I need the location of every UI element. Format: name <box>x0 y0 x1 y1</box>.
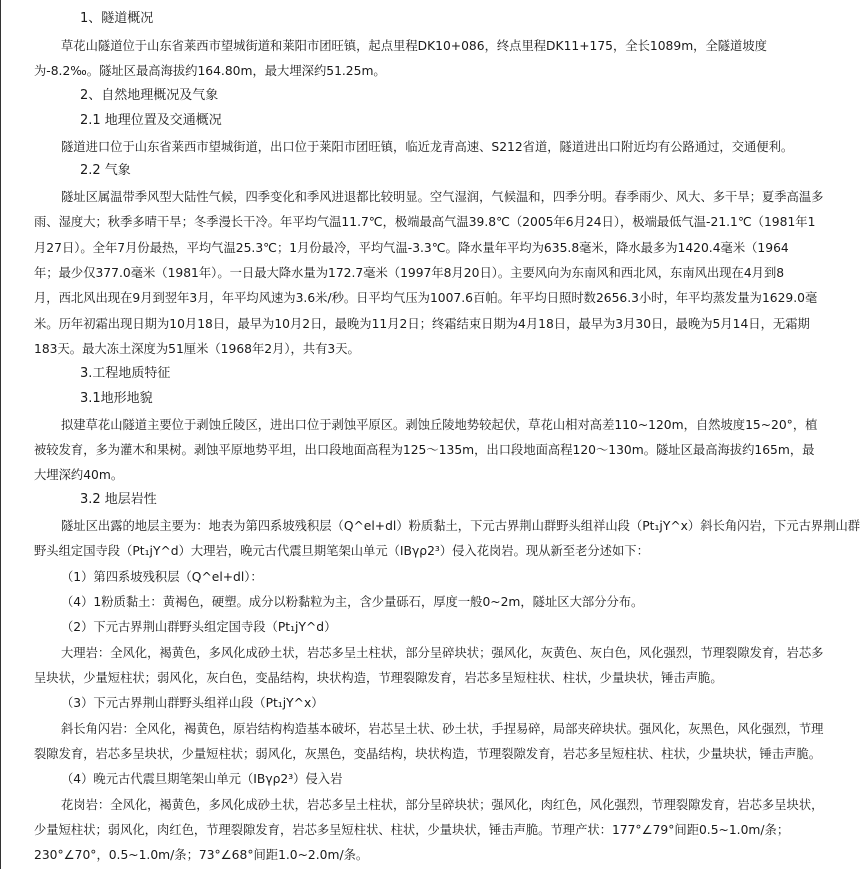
text-line: 大理岩：全风化，褐黄色，多风化成砂土状，岩芯多呈土柱状，部分呈碎块状；强风化，灰黄色、灰白色，风化强烈，节理裂隙发育，岩芯多 <box>61 646 824 660</box>
text-line: 斜长角闪岩：全风化，褐黄色，原岩结构构造基本破坏，岩芯呈土状、砂土状，手捏易碎，局部夹碎块状。强风化，灰黑色，风化强烈，节理 <box>61 722 824 736</box>
text-line: 花岗岩：全风化，褐黄色，多风化成砂土状，岩芯多呈土柱状，部分呈碎块状；强风化，肉红色，风化强烈，节理裂隙发育，岩芯多呈块状， <box>61 798 824 812</box>
text-line: 被较发育，多为灌木和果树。剥蚀平原地势平坦，出口段地面高程为125～135m，出口段地面高程120～130m。隧址区最高海拔约165m，最 <box>34 443 815 457</box>
text-line: 2、自然地理概况及气象 <box>80 88 219 103</box>
text-line: 呈块状，少量短柱状；弱风化，灰白色，变晶结构，块状构造，节理裂隙发育，岩芯多呈短柱状、柱状，少量块状，锤击声脆。 <box>34 671 723 685</box>
text-line: 雨、湿度大；秋季多晴干旱；冬季漫长干冷。年平均气温11.7℃，极端最高气温39.8℃（2005年6月24日），极端最低气温-21.1℃（1981年1 <box>34 215 816 229</box>
text-line: （1）第四系坡残积层（Q^el+dl）： <box>61 570 263 584</box>
text-line: （2）下元古界荆山群野头组定国寺段（Pt₁jY^d） <box>61 620 337 634</box>
text-line: 米。历年初霜出现日期为10月18日，最早为10月2日，最晚为11月2日；终霜结束日期为4月18日，最早为3月30日，最晚为5月14日，无霜期 <box>34 317 810 331</box>
text-line: 隧道进口位于山东省莱西市望城街道，出口位于莱阳市团旺镇，临近龙青高速、S212省道，隧道进出口附近均有公路通过，交通便利。 <box>61 140 794 154</box>
text-line: 隧址区属温带季风型大陆性气候，四季变化和季风进退都比较明显。空气湿润，气候温和，四季分明。春季雨少、风大、多干旱；夏季高温多 <box>61 190 824 204</box>
text-line: 183天。最大冻土深度为51厘米（1968年2月），共有3天。 <box>34 342 360 356</box>
text-line: 月，西北风出现在9月到翌年3月，年平均风速为3.6米/秒。日平均气压为1007.6百帕。年平均日照时数2656.3小时，年平均蒸发量为1629.0毫 <box>34 291 818 305</box>
text-line: 2.2 气象 <box>80 163 131 178</box>
text-line: 草花山隧道位于山东省莱西市望城街道和莱阳市团旺镇，起点里程DK10+086，终点里程DK11+175，全长1089m，全隧道坡度 <box>61 39 767 53</box>
text-line: （4）晚元古代震旦期笔架山单元（IBγρ2³）侵入岩 <box>61 772 343 786</box>
text-line: （4）1粉质黏土：黄褐色，硬塑。成分以粉黏粒为主，含少量砾石，厚度一般0~2m，隧址区大部分分布。 <box>61 595 644 609</box>
text-line: 3.工程地质特征 <box>80 366 171 381</box>
text-line: 3.1地形地貌 <box>80 391 153 406</box>
text-line: 为-8.2‰。隧址区最高海拔约164.80m，最大埋深约51.25m。 <box>34 64 386 78</box>
text-line: （3）下元古界荆山群野头组祥山段（Pt₁jY^x） <box>61 696 324 710</box>
text-line: 230°∠70°，0.5~1.0m/条；73°∠68°间距1.0~2.0m/条。 <box>34 848 369 862</box>
text-line: 拟建草花山隧道主要位于剥蚀丘陵区，进出口位于剥蚀平原区。剥蚀丘陵地势较起伏，草花山相对高差110~120m，自然坡度15~20°，植 <box>61 418 818 432</box>
text-line: 月27日）。全年7月份最热，平均气温25.3℃；1月份最冷，平均气温-3.3℃。降水量年平均为635.8毫米，降水最多为1420.4毫米（1964 <box>34 241 789 255</box>
text-line: 少量短柱状；弱风化，肉红色，节理裂隙发育，岩芯多呈短柱状、柱状，少量块状，锤击声脆。节理产状：177°∠79°间距0.5~1.0m/条； <box>34 823 790 837</box>
text-line: 野头组定国寺段（Pt₁jY^d）大理岩，晚元古代震旦期笔架山单元（IBγρ2³）侵入花岗岩。现从新至老分述如下： <box>34 544 649 558</box>
text-line: 裂隙发育，岩芯多呈块状，少量短柱状；弱风化，灰黑色，变晶结构，块状构造，节理裂隙发育，岩芯多呈短柱状、柱状，少量块状，锤击声脆。 <box>34 747 822 761</box>
text-line: 1、隧道概况 <box>80 11 154 26</box>
text-line: 3.2 地层岩性 <box>80 492 157 507</box>
text-line: 年；最少仅377.0毫米（1981年）。一日最大降水量为172.7毫米（1997年8月20日）。主要风向为东南风和西北风，东南风出现在4月到8 <box>34 266 785 280</box>
text-line: 大埋深约40m。 <box>34 468 124 482</box>
text-line: 2.1 地理位置及交通概况 <box>80 113 222 128</box>
text-line: 隧址区出露的地层主要为：地表为第四系坡残积层（Q^el+dl）粉质黏土，下元古界荆山群野头组祥山段（Pt₁jY^x）斜长角闪岩，下元古界荆山群 <box>61 519 860 533</box>
